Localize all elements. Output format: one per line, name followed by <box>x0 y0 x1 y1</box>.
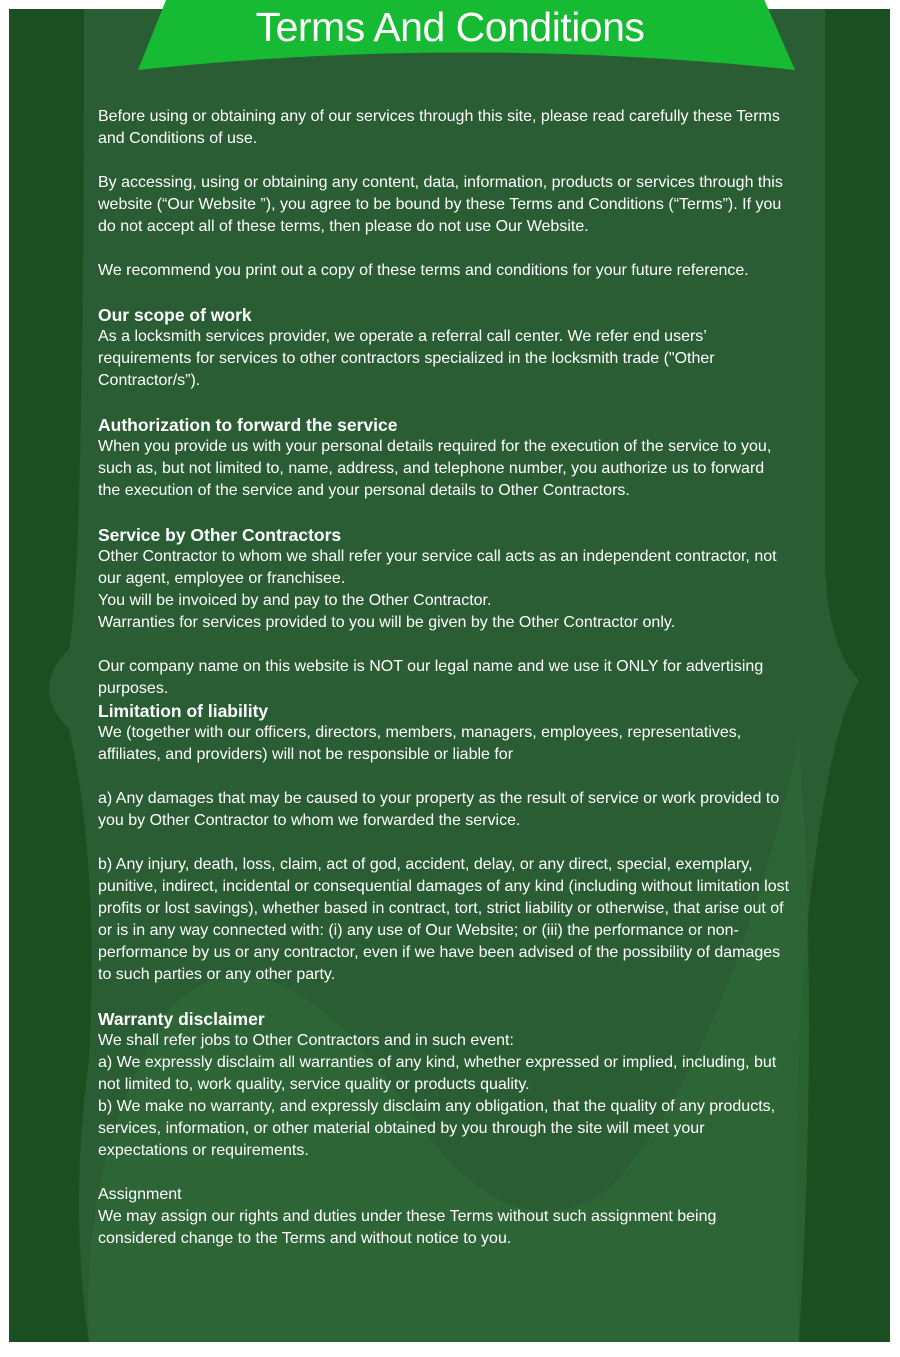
service-text: Other Contractor to whom we shall refer your service call acts as an independent contractor, not our agent, employee or franchisee. <box>98 548 777 587</box>
intro-paragraph: Before using or obtaining any of our services through this site, please read carefully these Terms and Conditions of use. <box>98 108 780 147</box>
warranty-text: We shall refer jobs to Other Contractors and in such event: <box>98 1032 514 1049</box>
section-heading-liability: Limitation of liability <box>98 701 269 721</box>
service-text: You will be invoiced by and pay to the Other Contractor. <box>98 592 492 609</box>
warranty-item-b: b) We make no warranty, and expressly disclaim any obligation, that the quality of any products, services, information, or other material obtained by you through the site will meet your expectations or requirements. <box>98 1098 776 1159</box>
company-note: Our company name on this website is NOT our legal name and we use it ONLY for advertising purposes. <box>98 658 764 697</box>
liability-text: We (together with our officers, directors, members, managers, employees, representatives, affiliates, and providers) will not be responsible or liable for <box>98 724 742 763</box>
section-heading-warranty: Warranty disclaimer <box>98 1009 265 1029</box>
page-title: Terms And Conditions <box>255 4 645 50</box>
liability-item-a: a) Any damages that may be caused to your property as the result of service or work provided to you by Other Contractor to whom we forwarded the service. <box>98 790 780 829</box>
authorization-text: When you provide us with your personal details required for the execution of the service to you, such as, but not limited to, name, address, and telephone number, you authorize us to forward the execution of the service and your personal details to Other Contractors. <box>98 438 772 499</box>
intro-paragraph: We recommend you print out a copy of these terms and conditions for your future reference. <box>98 262 749 279</box>
scope-text: As a locksmith services provider, we operate a referral call center. We refer end users’ requirements for services to other contractors specialized in the locksmith trade ("Other Contractor/s”). <box>98 328 715 389</box>
intro-paragraph: By accessing, using or obtaining any content, data, information, products or services through this website (“Our Website ”), you agree to be bound by these Terms and Conditions (“Terms”). If you do not accept all of these terms, then please do not use Our Website. <box>98 174 783 235</box>
service-text: Warranties for services provided to you will be given by the Other Contractor only. <box>98 614 676 631</box>
terms-content <box>98 106 790 1272</box>
assignment-text: We may assign our rights and duties under these Terms without such assignment being considered change to the Terms and without notice to you. <box>98 1208 717 1247</box>
section-heading-authorization: Authorization to forward the service <box>98 415 398 435</box>
warranty-item-a: a) We expressly disclaim all warranties of any kind, whether expressed or implied, including, but not limited to, work quality, service quality or products quality. <box>98 1054 777 1093</box>
section-heading-assignment: Assignment <box>98 1186 182 1203</box>
section-heading-service: Service by Other Contractors <box>98 525 342 545</box>
liability-item-b: b) Any injury, death, loss, claim, act of god, accident, delay, or any direct, special, exemplary, punitive, indirect, incidental or consequential damages of any kind (including without limitation lost profits or lost savings), whether based in contract, tort, strict liability or otherwise, that arise out of or is in any way connected with: (i) any use of Our Website; or (iii) the performance or non-performance by us or any contractor, even if we have been advised of the possibility of damages to such parties or any other party. <box>98 856 790 983</box>
section-heading-scope: Our scope of work <box>98 305 252 325</box>
